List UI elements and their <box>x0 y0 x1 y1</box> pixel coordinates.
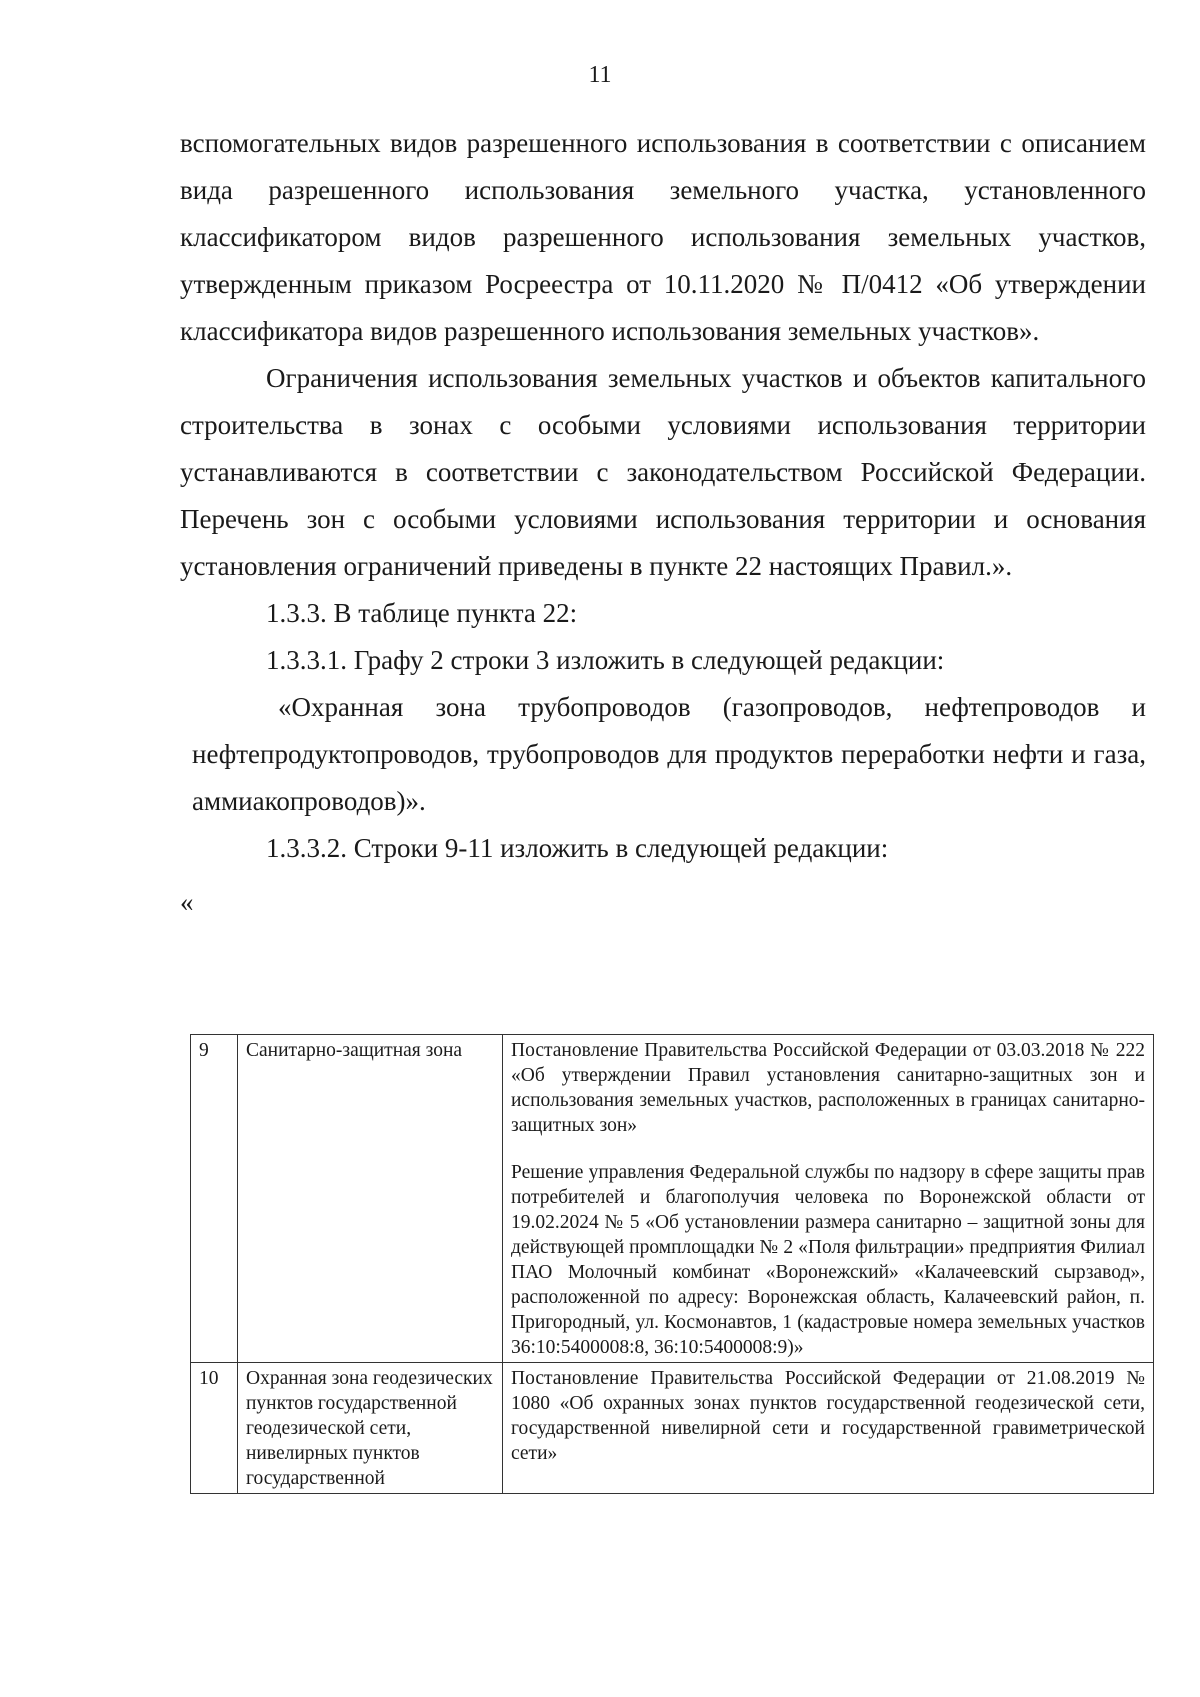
zone-basis <box>503 1363 1154 1494</box>
open-quote-mark: « <box>180 887 194 917</box>
row-number: 9 <box>191 1035 238 1363</box>
paragraph-4: 1.3.3.1. Графу 2 строки 3 изложить в следующей редакции: <box>266 645 945 675</box>
paragraph-1: вспомогательных видов разрешенного использования в соответствии с описанием вида разрешенного использования земельного участка, установленного классификатором видов разрешенного использования земельных участков, утвержденным приказом Росреестра от 10.11.2020 № П/0412 «Об утверждении классификатора видов разрешенного использования земельных участков». <box>180 128 1146 346</box>
basis-document: Решение управления Федеральной службы по надзору в сфере защиты прав потребителей и благополучия человека по Воронежской области от 19.02.2024 № 5 «Об установлении размера санитарно – защитной зоны для действующей промплощадки № 2 «Поля фильтрации» предприятия Филиал ПАО Молочный комбинат «Воронежский» «Калачеевский сырзавод», расположенной по адресу: Воронежская область, Калачеевский район, п. Пригородный, ул. Космонавтов, 1 (кадастровые номера земельных участков 36:10:5400008:8, 36:10:5400008:9)» <box>511 1162 1145 1358</box>
basis-document: Постановление Правительства Российской Федерации от 21.08.2019 № 1080 «Об охранных зонах пунктов государственной геодезической сети, государственной нивелирной сети и государственной гравиметрической сети» <box>511 1368 1145 1464</box>
paragraph-2: Ограничения использования земельных участков и объектов капитального строительства в зонах с особыми условиями использования территории устанавливаются в соответствии с законодательством Российской Федерации. Перечень зон с особыми условиями использования территории и основания установления ограничений приведены в пункте 22 настоящих Правил.». <box>180 363 1146 581</box>
row-number: 10 <box>191 1363 238 1494</box>
paragraph-5: «Охранная зона трубопроводов (газопроводов, нефтепроводов и нефтепродуктопроводов, трубопроводов для продуктов переработки нефти и газа, аммиакопроводов)». <box>192 692 1146 816</box>
page-number: 11 <box>588 62 612 88</box>
document-body <box>180 120 1146 922</box>
zone-name: Охранная зона геодезических пунктов государственной геодезической сети, нивелирных пунктов государственной <box>238 1363 503 1494</box>
table-row <box>191 1363 1154 1494</box>
zones-table <box>190 1034 1154 1494</box>
table-row <box>191 1035 1154 1363</box>
basis-document: Постановление Правительства Российской Федерации от 03.03.2018 № 222 «Об утверждении Правил установления санитарно-защитных зон и использования земельных участков, расположенных в границах санитарно-защитных зон» <box>511 1040 1145 1136</box>
zone-name: Санитарно-защитная зона <box>238 1035 503 1363</box>
zone-basis <box>503 1035 1154 1363</box>
paragraph-6: 1.3.3.2. Строки 9-11 изложить в следующей редакции: <box>266 833 889 863</box>
paragraph-3: 1.3.3. В таблице пункта 22: <box>266 598 578 628</box>
